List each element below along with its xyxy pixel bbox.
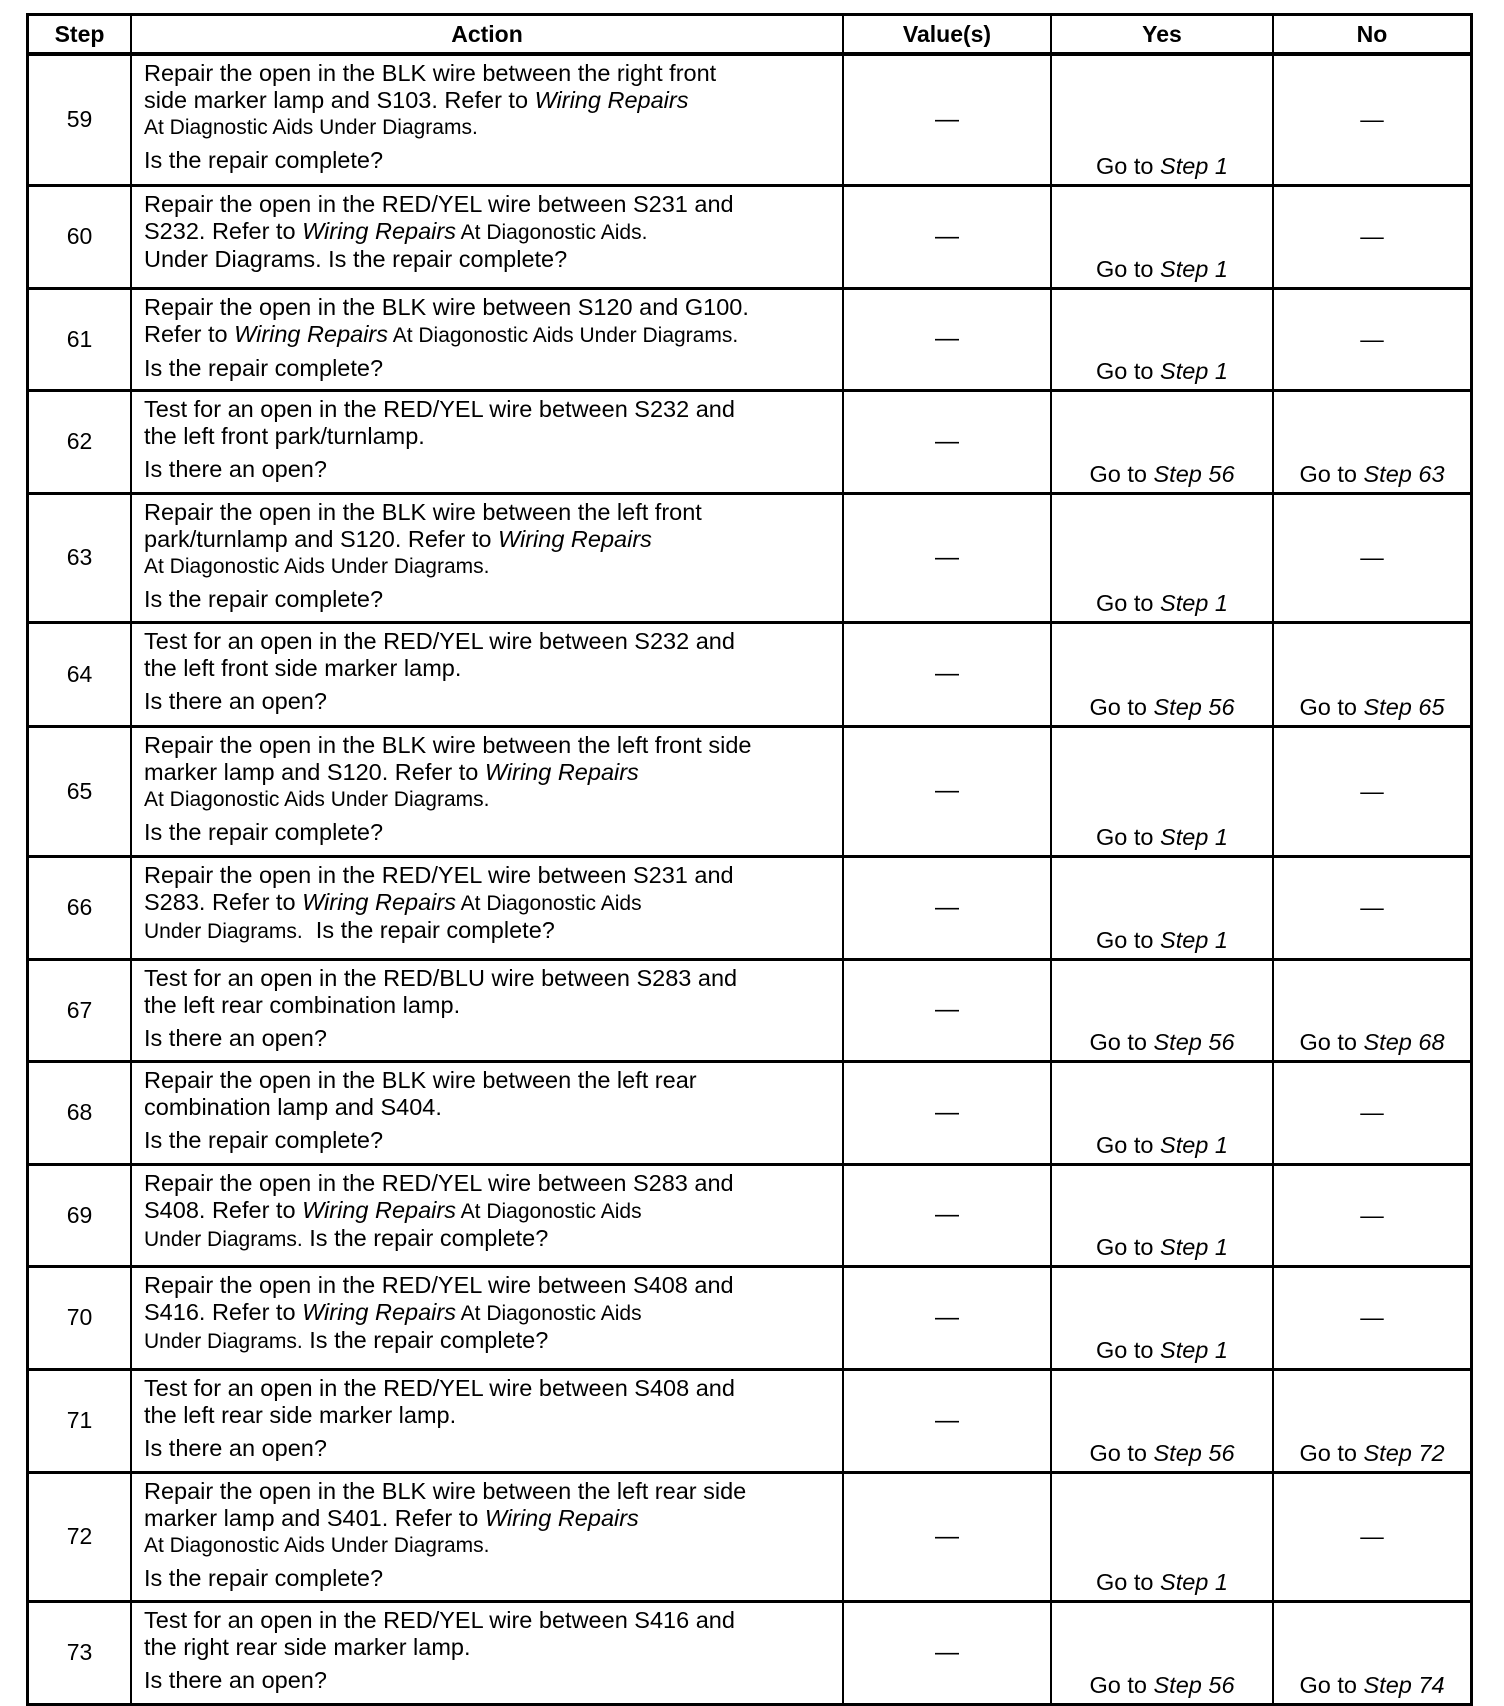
step-number: 62 (28, 390, 132, 493)
action-line (144, 87, 834, 114)
action-cell (131, 493, 843, 622)
action-text: At Diagonostic Aids (455, 1199, 642, 1223)
reference-link-text: Wiring Repairs (302, 217, 456, 244)
action-text: Repair the open in the BLK wire between the left rear (144, 1066, 697, 1093)
reference-link-text: Wiring Repairs (484, 1504, 639, 1531)
action-text: Repair the open in the BLK wire between the left front (144, 498, 702, 525)
header-step: Step (28, 15, 132, 55)
action-line (144, 355, 834, 382)
action-line (144, 246, 834, 273)
action-text: Is the repair complete? (144, 1126, 384, 1153)
goto-text: Go to (1299, 1671, 1364, 1698)
action-line (144, 1565, 834, 1592)
action-text: Test for an open in the RED/YEL wire between S408 and (144, 1374, 735, 1401)
table-row (28, 1601, 1472, 1704)
action-text: the right rear side marker lamp. (144, 1633, 471, 1660)
action-cell (131, 856, 843, 959)
action-line (144, 889, 834, 917)
action-text: Repair the open in the BLK wire between S120 and G100. (144, 293, 749, 320)
goto-text: Go to (1299, 460, 1364, 487)
no-cell: — (1273, 856, 1472, 959)
goto-text: Go to (1089, 1439, 1154, 1466)
action-line (144, 917, 834, 945)
action-text: Repair the open in the BLK wire between the left rear side (144, 1477, 747, 1504)
action-cell (131, 1266, 843, 1369)
action-text: Repair the open in the RED/YEL wire between S231 and (144, 861, 734, 888)
action-text: the left front park/turnlamp. (144, 422, 425, 449)
table-row (28, 959, 1472, 1061)
action-line (144, 526, 834, 553)
action-text: Test for an open in the RED/YEL wire between S232 and (144, 395, 735, 422)
action-line (144, 759, 834, 786)
no-cell: — (1273, 493, 1472, 622)
value-cell: — (843, 1266, 1051, 1369)
action-text: Repair the open in the BLK wire between the right front (144, 60, 717, 86)
goto-step-link: Step 1 (1160, 1131, 1228, 1158)
goto-step-link: Step 63 (1363, 460, 1445, 487)
action-line (144, 655, 834, 682)
action-text: Repair the open in the RED/YEL wire between S283 and (144, 1169, 734, 1196)
action-text: At Diagonostic Aids Under Diagrams. (388, 323, 739, 347)
yes-cell (1051, 959, 1273, 1061)
action-text: Under Diagrams. Is the repair complete? (144, 245, 568, 272)
yes-cell (1051, 1266, 1273, 1369)
goto-text: Go to (1089, 460, 1154, 487)
goto-text: Go to (1299, 1028, 1364, 1055)
goto-step-link: Step 74 (1363, 1671, 1445, 1698)
action-text: At Diagnostic Aids Under Diagrams. (144, 116, 478, 139)
value-cell: — (843, 959, 1051, 1061)
goto-text: Go to (1096, 1131, 1161, 1158)
reference-link-text: Wiring Repairs (302, 888, 456, 915)
action-line (144, 965, 834, 992)
action-line (144, 1375, 834, 1402)
action-text: Is the repair complete? (144, 147, 384, 173)
yes-cell (1051, 54, 1273, 185)
header-action: Action (131, 15, 843, 55)
table-row (28, 185, 1472, 288)
goto-step-link: Step 56 (1153, 693, 1235, 720)
table-row (28, 1369, 1472, 1472)
action-line (144, 553, 834, 580)
action-line (144, 60, 834, 87)
action-text: Is the repair complete? (302, 916, 555, 943)
yes-cell (1051, 1061, 1273, 1164)
action-line (144, 114, 834, 141)
goto-step-link: Step 1 (1160, 1568, 1228, 1595)
value-cell: — (843, 1369, 1051, 1472)
action-text: Under Diagrams. (144, 1329, 303, 1353)
no-cell (1273, 622, 1472, 726)
goto-text: Go to (1089, 1028, 1154, 1055)
table-row (28, 54, 1472, 185)
step-number: 66 (28, 856, 132, 959)
action-cell (131, 622, 843, 726)
reference-link-text: Wiring Repairs (302, 1196, 456, 1223)
action-line (144, 819, 834, 846)
yes-cell (1051, 493, 1273, 622)
no-cell: — (1273, 288, 1472, 390)
value-cell: — (843, 726, 1051, 856)
action-line (144, 1505, 834, 1532)
action-line (144, 688, 834, 715)
action-line (144, 586, 834, 613)
no-cell: — (1273, 54, 1472, 185)
action-text: Under Diagrams. (144, 1227, 303, 1251)
value-cell: — (843, 185, 1051, 288)
step-number: 67 (28, 959, 132, 1061)
action-line (144, 732, 834, 759)
goto-step-link: Step 1 (1160, 152, 1228, 179)
action-text: Is there an open? (144, 455, 327, 482)
goto-text: Go to (1096, 152, 1161, 179)
action-text: Under Diagrams. (144, 919, 303, 943)
action-text: S283. Refer to (144, 888, 303, 915)
step-number: 64 (28, 622, 132, 726)
action-text: Test for an open in the RED/YEL wire between S232 and (144, 627, 735, 654)
yes-cell (1051, 1164, 1273, 1266)
action-line (144, 396, 834, 423)
goto-text: Go to (1096, 823, 1161, 850)
goto-text: Go to (1096, 255, 1161, 282)
action-text: At Diagonostic Aids Under Diagrams. (144, 554, 490, 578)
no-cell (1273, 1369, 1472, 1472)
value-cell: — (843, 1061, 1051, 1164)
goto-step-link: Step 56 (1153, 460, 1235, 487)
action-text: the left rear side marker lamp. (144, 1401, 457, 1428)
table-row (28, 1266, 1472, 1369)
action-line (144, 1272, 834, 1299)
step-number: 69 (28, 1164, 132, 1266)
yes-cell (1051, 1601, 1273, 1704)
action-text: Test for an open in the RED/BLU wire between S283 and (144, 964, 738, 991)
action-text: At Diagonostic Aids (455, 891, 642, 915)
table-row (28, 288, 1472, 390)
action-line (144, 191, 834, 218)
goto-step-link: Step 1 (1160, 255, 1228, 282)
action-text: Is the repair complete? (144, 354, 384, 381)
action-line (144, 862, 834, 889)
goto-step-link: Step 1 (1160, 823, 1228, 850)
action-line (144, 786, 834, 813)
action-text: Is the repair complete? (144, 585, 384, 612)
action-text: combination lamp and S404. (144, 1093, 442, 1120)
goto-step-link: Step 1 (1160, 1336, 1228, 1363)
action-text: Refer to (144, 320, 235, 347)
header-yes: Yes (1051, 15, 1273, 55)
action-line (144, 321, 834, 349)
value-cell: — (843, 288, 1051, 390)
action-text: Is the repair complete? (302, 1224, 549, 1251)
action-line (144, 1478, 834, 1505)
reference-link-text: Wiring Repairs (534, 87, 689, 113)
action-text: Test for an open in the RED/YEL wire between S416 and (144, 1606, 735, 1633)
yes-cell (1051, 622, 1273, 726)
goto-text: Go to (1096, 1233, 1161, 1260)
no-cell (1273, 959, 1472, 1061)
action-text: the left front side marker lamp. (144, 654, 462, 681)
action-line (144, 423, 834, 450)
action-text: marker lamp and S120. Refer to (144, 758, 485, 785)
goto-step-link: Step 56 (1153, 1028, 1235, 1055)
goto-text: Go to (1096, 357, 1161, 384)
reference-link-text: Wiring Repairs (302, 1298, 456, 1325)
action-text: park/turnlamp and S120. Refer to (144, 525, 499, 552)
goto-step-link: Step 68 (1363, 1028, 1445, 1055)
goto-step-link: Step 1 (1160, 926, 1228, 953)
action-text: Is the repair complete? (144, 1564, 384, 1591)
action-line (144, 294, 834, 321)
step-number: 70 (28, 1266, 132, 1369)
yes-cell (1051, 726, 1273, 856)
no-cell: — (1273, 1266, 1472, 1369)
goto-step-link: Step 56 (1153, 1671, 1235, 1698)
step-number: 60 (28, 185, 132, 288)
no-cell: — (1273, 1164, 1472, 1266)
action-cell (131, 288, 843, 390)
goto-text: Go to (1096, 1568, 1161, 1595)
step-number: 65 (28, 726, 132, 856)
action-text: Repair the open in the BLK wire between the left front side (144, 731, 752, 758)
action-cell (131, 959, 843, 1061)
value-cell: — (843, 1164, 1051, 1266)
action-line (144, 1170, 834, 1197)
action-text: the left rear combination lamp. (144, 991, 461, 1018)
action-line (144, 1197, 834, 1225)
no-cell (1273, 390, 1472, 493)
table-row (28, 622, 1472, 726)
reference-link-text: Wiring Repairs (484, 758, 639, 785)
action-cell (131, 1601, 843, 1704)
table-row (28, 1061, 1472, 1164)
table-row (28, 390, 1472, 493)
goto-text: Go to (1299, 693, 1364, 720)
action-cell (131, 1369, 843, 1472)
value-cell: — (843, 856, 1051, 959)
step-number: 63 (28, 493, 132, 622)
action-line (144, 1067, 834, 1094)
action-text: S416. Refer to (144, 1298, 303, 1325)
goto-text: Go to (1089, 1671, 1154, 1698)
step-number: 72 (28, 1472, 132, 1601)
no-cell: — (1273, 185, 1472, 288)
table-row (28, 726, 1472, 856)
action-cell (131, 54, 843, 185)
no-cell: — (1273, 1061, 1472, 1164)
goto-step-link: Step 1 (1160, 1233, 1228, 1260)
action-line (144, 456, 834, 483)
action-text: Is the repair complete? (144, 818, 384, 845)
reference-link-text: Wiring Repairs (234, 320, 389, 347)
reference-link-text: Wiring Repairs (498, 525, 652, 552)
action-line (144, 499, 834, 526)
action-line (144, 1094, 834, 1121)
action-text: Is there an open? (144, 687, 327, 714)
action-line (144, 1532, 834, 1559)
value-cell: — (843, 1472, 1051, 1601)
action-cell (131, 1061, 843, 1164)
value-cell: — (843, 390, 1051, 493)
action-text: marker lamp and S401. Refer to (144, 1504, 485, 1531)
action-text: S232. Refer to (144, 217, 303, 244)
goto-step-link: Step 72 (1363, 1439, 1445, 1466)
action-text: Is the repair complete? (302, 1326, 549, 1353)
header-values: Value(s) (843, 15, 1051, 55)
action-line (144, 147, 834, 174)
action-text: At Diagonostic Aids. (455, 220, 648, 244)
action-line (144, 1225, 834, 1253)
table-body (28, 54, 1472, 1704)
goto-text: Go to (1089, 693, 1154, 720)
action-line (144, 1327, 834, 1355)
action-cell (131, 1472, 843, 1601)
yes-cell (1051, 288, 1273, 390)
action-text: S408. Refer to (144, 1196, 303, 1223)
action-line (144, 628, 834, 655)
goto-step-link: Step 1 (1160, 357, 1228, 384)
goto-step-link: Step 1 (1160, 589, 1228, 616)
action-line (144, 1127, 834, 1154)
goto-text: Go to (1096, 1336, 1161, 1363)
action-text: side marker lamp and S103. Refer to (144, 87, 535, 113)
yes-cell (1051, 856, 1273, 959)
table-row (28, 493, 1472, 622)
action-text: At Diagonostic Aids Under Diagrams. (144, 787, 490, 811)
action-text: Repair the open in the RED/YEL wire between S231 and (144, 190, 734, 217)
diagnostic-steps-table (26, 13, 1473, 1706)
goto-text: Go to (1096, 589, 1161, 616)
action-text: Is there an open? (144, 1024, 327, 1051)
action-text: Repair the open in the RED/YEL wire between S408 and (144, 1271, 734, 1298)
yes-cell (1051, 185, 1273, 288)
no-cell: — (1273, 726, 1472, 856)
step-number: 68 (28, 1061, 132, 1164)
goto-step-link: Step 56 (1153, 1439, 1235, 1466)
action-line (144, 1299, 834, 1327)
table-row (28, 1164, 1472, 1266)
value-cell: — (843, 493, 1051, 622)
yes-cell (1051, 390, 1273, 493)
action-cell (131, 1164, 843, 1266)
step-number: 73 (28, 1601, 132, 1704)
action-line (144, 1402, 834, 1429)
action-line (144, 1634, 834, 1661)
action-text: Is there an open? (144, 1666, 327, 1693)
header-no: No (1273, 15, 1472, 55)
no-cell: — (1273, 1472, 1472, 1601)
step-number: 71 (28, 1369, 132, 1472)
action-text: At Diagonostic Aids Under Diagrams. (144, 1533, 490, 1557)
action-line (144, 1435, 834, 1462)
yes-cell (1051, 1369, 1273, 1472)
action-text: Is there an open? (144, 1434, 327, 1461)
header-row (28, 15, 1472, 55)
goto-step-link: Step 65 (1363, 693, 1445, 720)
no-cell (1273, 1601, 1472, 1704)
action-cell (131, 185, 843, 288)
goto-text: Go to (1096, 926, 1161, 953)
step-number: 61 (28, 288, 132, 390)
value-cell: — (843, 1601, 1051, 1704)
action-line (144, 1607, 834, 1634)
action-line (144, 992, 834, 1019)
value-cell: — (843, 54, 1051, 185)
action-line (144, 1025, 834, 1052)
action-line (144, 218, 834, 246)
action-cell (131, 726, 843, 856)
yes-cell (1051, 1472, 1273, 1601)
action-line (144, 1667, 834, 1694)
step-number: 59 (28, 54, 132, 185)
action-cell (131, 390, 843, 493)
table-row (28, 856, 1472, 959)
value-cell: — (843, 622, 1051, 726)
goto-text: Go to (1299, 1439, 1364, 1466)
action-text: At Diagonostic Aids (455, 1301, 642, 1325)
table-row (28, 1472, 1472, 1601)
